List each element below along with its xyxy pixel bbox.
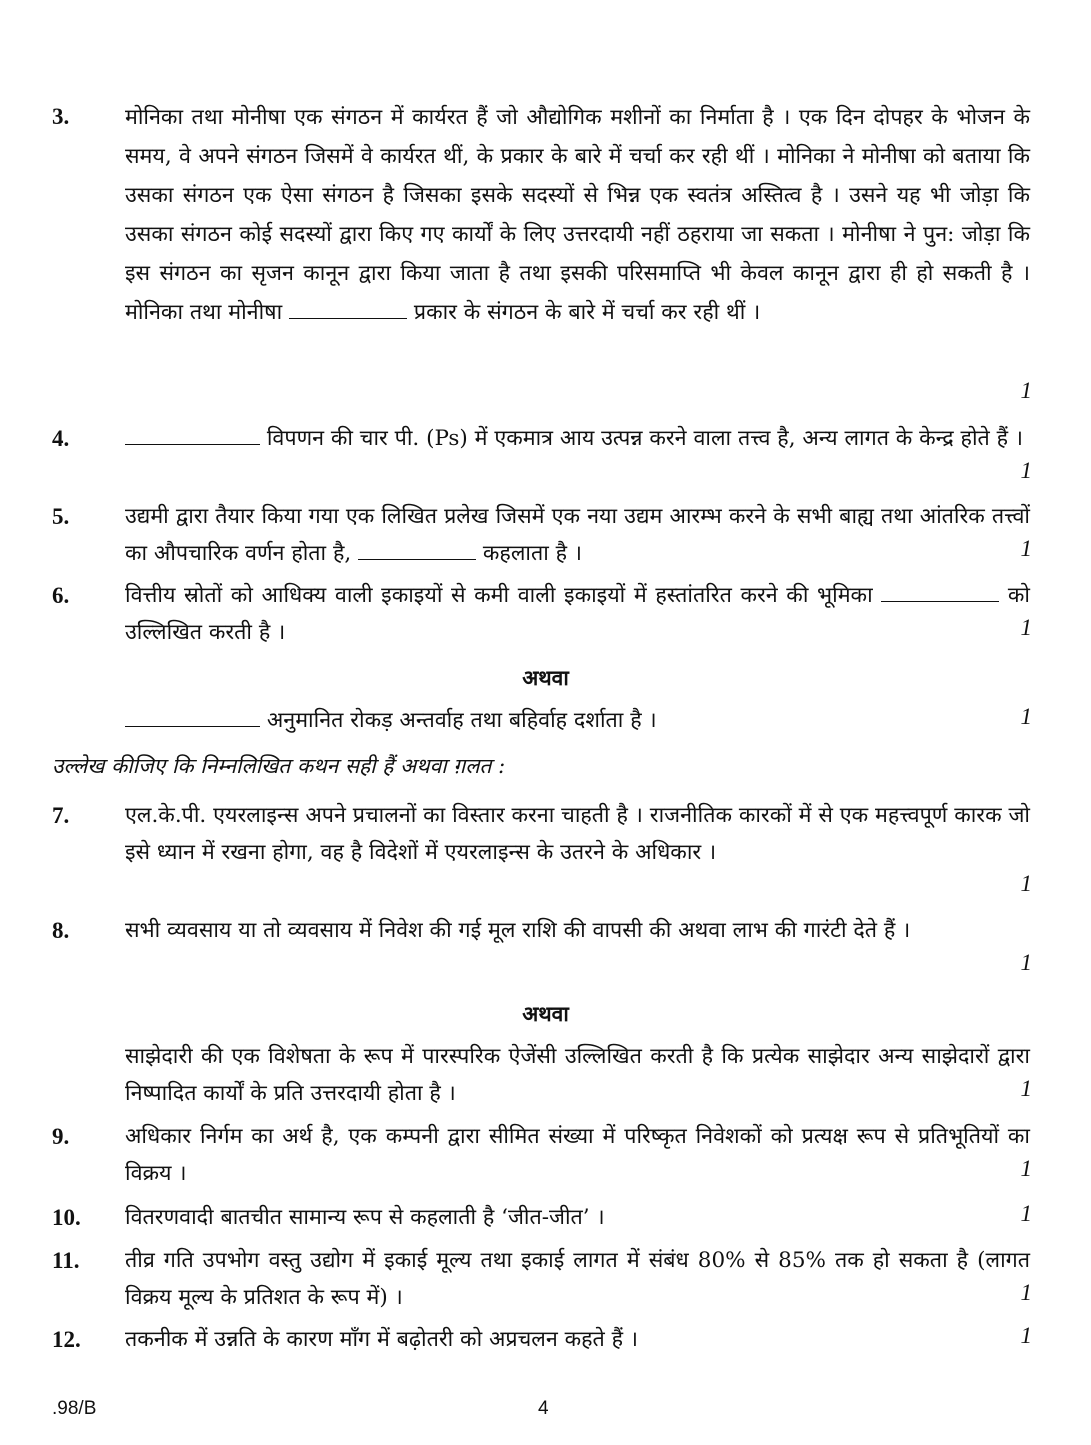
question-text-part1: उद्यमी द्वारा तैयार किया गया एक लिखित प्रलेख जिसमें एक नया उद्यम आरम्भ करने के सभी बाह्य तथा आंतरिक तत्त्वों का औपचारिक वर्णन होता है, — [125, 504, 1030, 566]
question-text-part2: कहलाता है । — [482, 541, 583, 566]
question-number: 10. — [52, 1205, 81, 1230]
question-text — [125, 98, 1030, 332]
marks: 1 — [1020, 950, 1032, 975]
or-divider: अथवा — [522, 665, 569, 690]
question-text-part2: प्रकार के संगठन के बारे में चर्चा कर रही थीं । — [413, 300, 761, 325]
question-number: 11. — [52, 1248, 80, 1273]
or-divider: अथवा — [522, 1001, 569, 1026]
marks: 1 — [1020, 871, 1032, 896]
question-text — [125, 498, 1030, 572]
question-text — [125, 577, 1030, 651]
marks: 1 — [1020, 615, 1032, 640]
question-text: साझेदारी की एक विशेषता के रूप में पारस्परिक ऐजेंसी उल्लिखित करती है कि प्रत्येक साझेदार अन्य साझेदारों द्वारा निष्पादित कार्यों के प्रति उत्तरदायी होता है । — [125, 1044, 1030, 1106]
question-text: तीव्र गति उपभोग वस्तु उद्योग में इकाई मूल्य तथा इकाई लागत में संबंध 80% से 85% तक हो सकता है (लागत विक्रय मूल्य के प्रतिशत के रूप में) । — [125, 1248, 1030, 1310]
question-number: 5. — [52, 504, 70, 529]
question-text: सभी व्यवसाय या तो व्यवसाय में निवेश की गई मूल राशि की वापसी की अथवा लाभ की गारंटी देते हैं । — [125, 918, 911, 943]
page-number: 4 — [538, 1398, 549, 1419]
answer-blank — [881, 580, 999, 603]
question-text: तकनीक में उन्नति के कारण माँग में बढ़ोतरी को अप्रचलन कहते हैं । — [125, 1327, 639, 1352]
marks: 1 — [1020, 1076, 1032, 1101]
question-text: अधिकार निर्गम का अर्थ है, एक कम्पनी द्वारा सीमित संख्या में परिष्कृत निवेशकों को प्रत्यक्ष रूप से प्रतिभूतियों का विक्रय । — [125, 1124, 1030, 1186]
question-number: 12. — [52, 1327, 81, 1352]
question-number: 9. — [52, 1124, 70, 1149]
marks: 1 — [1020, 1280, 1032, 1305]
question-text — [125, 420, 1030, 457]
question-number: 7. — [52, 803, 70, 828]
marks: 1 — [1020, 1156, 1032, 1181]
question-number: 6. — [52, 583, 70, 608]
question-text-part1: वित्तीय स्रोतों को आधिक्य वाली इकाइयों से कमी वाली इकाइयों में हस्तांतरित करने की भूमिका — [125, 583, 873, 608]
answer-blank — [289, 297, 407, 320]
marks: 1 — [1020, 704, 1032, 729]
marks: 1 — [1020, 536, 1032, 561]
marks: 1 — [1020, 378, 1032, 403]
instruction-text: उल्लेख कीजिए कि निम्नलिखित कथन सही हैं अथवा ग़लत : — [52, 754, 506, 778]
question-text-part2: को उल्लिखित करती है । — [125, 583, 1030, 645]
marks: 1 — [1020, 1323, 1032, 1348]
answer-blank — [358, 538, 476, 561]
question-number: 3. — [52, 104, 70, 129]
question-number: 8. — [52, 918, 70, 943]
question-text-part: विपणन की चार पी. (Ps) में एकमात्र आय उत्पन्न करने वाला तत्त्व है, अन्य लागत के केन्द्र होते हैं । — [266, 426, 1024, 451]
question-text-part: अनुमानित रोकड़ अन्तर्वाह तथा बहिर्वाह दर्शाता है । — [266, 708, 657, 733]
marks: 1 — [1020, 458, 1032, 483]
question-text — [125, 702, 1030, 739]
question-number: 4. — [52, 426, 70, 451]
marks: 1 — [1020, 1201, 1032, 1226]
answer-blank — [125, 705, 260, 728]
question-text: वितरणवादी बातचीत सामान्य रूप से कहलाती है ‘जीत-जीत’ । — [125, 1205, 605, 1230]
paper-code: .98/B — [52, 1398, 97, 1419]
question-text-part1: मोनिका तथा मोनीषा एक संगठन में कार्यरत हैं जो औद्योगिक मशीनों का निर्माता है । एक दिन दोपहर के भोजन के समय, वे अपने संगठन जिसमें वे कार्यरत थीं, के प्रकार के बारे में चर्चा कर रही थीं । मोनिका ने मोनीषा को बताया कि उसका संगठन एक ऐसा संगठन है जिसका इसके सदस्यों से भिन्न एक स्वतंत्र अस्तित्व है । उसने यह भी जोड़ा कि उसका संगठन कोई सदस्यों द्वारा किए गए कार्यों के लिए उत्तरदायी नहीं ठहराया जा सकता । मोनीषा ने पुन: जोड़ा कि इस संगठन का सृजन कानून द्वारा किया जाता है तथा इसकी परिसमाप्ति भी केवल कानून द्वारा ही हो सकती है । मोनिका तथा मोनीषा — [125, 105, 1030, 325]
question-text: एल.के.पी. एयरलाइन्स अपने प्रचालनों का विस्तार करना चाहती है । राजनीतिक कारकों में से एक महत्त्वपूर्ण कारक जो इसे ध्यान में रखना होगा, वह है विदेशों में एयरलाइन्स के उतरने के अधिकार । — [125, 803, 1030, 865]
answer-blank — [125, 423, 260, 446]
